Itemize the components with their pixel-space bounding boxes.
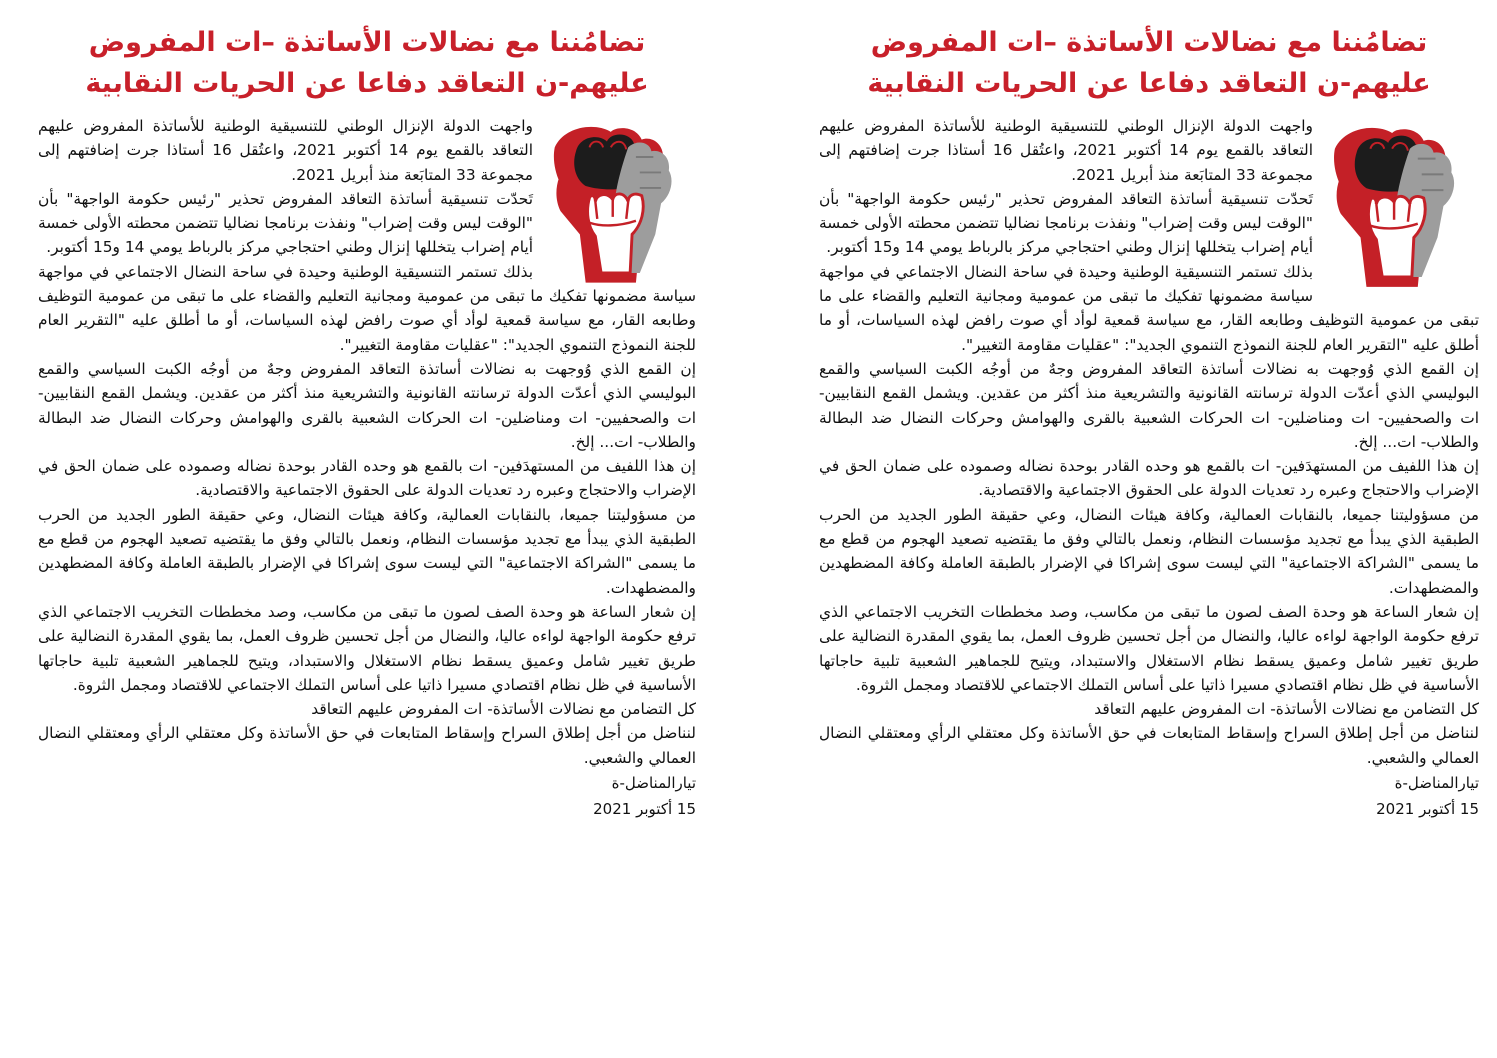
leaflet-title [38,22,696,104]
raised-fists-logo-icon [547,118,692,283]
closing-line-2: لنناضل من أجل إطلاق السراح وإسقاط المتابعات في حق الأساتذة وكل معتقلي الرأي ومعتقلي النضال العمالي والشعبي. [819,724,1479,767]
paragraph-3: بذلك تستمر التنسيقية الوطنية وحيدة في ساحة النضال الاجتماعي في مواجهة سياسة مضمونها تفكيك ما تبقى من عمومية ومجانية التعليم والقضاء على ما تبقى من عمومية التوظيف وطابعه القار، مع سياسة قمعية لوأد أي صوت رافض لهذه السياسات، أو ما أطلق عليه "التقرير العام للجنة النموذج التنموي الجديد": "عقليات مقاومة التغيير". [38,262,696,354]
leaflet [819,22,1479,822]
raised-fists-logo-icon [1327,118,1475,288]
paragraph-3: بذلك تستمر التنسيقية الوطنية وحيدة في ساحة النضال الاجتماعي في مواجهة سياسة مضمونها تفكيك ما تبقى من عمومية ومجانية التعليم والقضاء على ما تبقى من عمومية التوظيف وطابعه القار، مع سياسة قمعية لوأد أي صوت رافض لهذه السياسات، أو ما أطلق عليه "التقرير العام للجنة النموذج التنموي الجديد": "عقليات مقاومة التغيير". [819,262,1479,354]
paragraph-6: من مسؤوليتنا جميعا، بالنقابات العمالية، وكافة هيئات النضال، وعي حقيقة الطور الجديد من الحرب الطبقية الذي يبدأ مع تجديد مؤسسات النظام، ونعمل بالتالي وفق ما يقتضيه تصعيد الهجوم من قطع مع ما يسمى "الشراكة الاجتماعية" التي ليست سوى إشراكا في الإضرار بالطبقة العاملة وكافة المضطهدين والمضطهدات. [38,505,696,597]
signature: تيارالمناضل-ة [611,774,696,793]
signature: تيارالمناضل-ة [1394,774,1479,793]
paragraph-5: إن هذا اللفيف من المستهدَفين- ات بالقمع هو وحده القادر بوحدة نضاله وصموده على ضمان الحق في الإضراب والاحتجاج وعبره رد تعديات الدولة على الحقوق الاجتماعية والاقتصادية. [819,457,1479,500]
title-line-2: عليهم-ن التعاقد دفاعا عن الحريات النقابية [85,68,649,99]
paragraph-1: واجهت الدولة الإنزال الوطني للتنسيقية الوطنية للأساتذة المفروض عليهم التعاقد بالقمع يوم 14 أكتوبر 2021، واعتُقل 16 أستاذا جرت إضافتهم إلى مجموعة 33 المتابَعة منذ أبريل 2021. [819,117,1314,184]
paragraph-1: واجهت الدولة الإنزال الوطني للتنسيقية الوطنية للأساتذة المفروض عليهم التعاقد بالقمع يوم 14 أكتوبر 2021، واعتُقل 16 أستاذا جرت إضافتهم إلى مجموعة 33 المتابَعة منذ أبريل 2021. [38,117,533,184]
paragraph-6: من مسؤوليتنا جميعا، بالنقابات العمالية، وكافة هيئات النضال، وعي حقيقة الطور الجديد من الحرب الطبقية الذي يبدأ مع تجديد مؤسسات النظام، ونعمل بالتالي وفق ما يقتضيه تصعيد الهجوم من قطع مع ما يسمى "الشراكة الاجتماعية" التي ليست سوى إشراكا في الإضرار بالطبقة العاملة وكافة المضطهدين والمضطهدات. [819,505,1479,597]
title-line-1: تضامُننا مع نضالات الأساتذة –ات المفروض [870,27,1428,58]
date: 15 أكتوبر 2021 [1376,800,1479,819]
leaflet-title [819,22,1479,104]
closing-line-2: لنناضل من أجل إطلاق السراح وإسقاط المتابعات في حق الأساتذة وكل معتقلي الرأي ومعتقلي النضال العمالي والشعبي. [38,724,696,767]
leaflet [38,22,696,822]
closing-line-1: كل التضامن مع نضالات الأساتذة- ات المفروض عليهم التعاقد [1094,700,1479,719]
leaflet-copy-left [0,0,748,1058]
paragraph-4: إن القمع الذي وُوجهت به نضالات أساتذة التعاقد المفروض وجهٌ من أوجُه الكبت السياسي والقمع البوليسي الذي أعدّت الدولة ترسانته القانونية والتشريعية منذ أكثر من عقدين. ويشمل القمع النقابيين- ات والصحفيين- ات ومناضلين- ات الحركات الشعبية بالقرى والهوامش وحركات النضال ضد البطالة والطلاب- ات... إلخ. [38,359,696,451]
paragraph-5: إن هذا اللفيف من المستهدَفين- ات بالقمع هو وحده القادر بوحدة نضاله وصموده على ضمان الحق في الإضراب والاحتجاج وعبره رد تعديات الدولة على الحقوق الاجتماعية والاقتصادية. [38,457,696,500]
paragraph-7: إن شعار الساعة هو وحدة الصف لصون ما تبقى من مكاسب، وصد مخططات التخريب الاجتماعي الذي ترفع حكومة الواجهة لواءه عاليا، والنضال من أجل تحسين ظروف العمل، بما يقوي المقدرة النضالية على طريق تغيير شامل وعميق يسقط نظام الاستغلال والاستبداد، ويتيح للجماهير الشعبية تلبية حاجاتها الأساسية في ظل نظام اقتصادي مسيرا ذاتيا على أساس التملك الاجتماعي للاقتصاد ومجمل الثروة. [38,602,696,694]
paragraph-2: تَحدّت تنسيقية أساتذة التعاقد المفروض تحذير "رئيس حكومة الواجهة" بأن "الوقت ليس وقت إضراب" ونفذت برنامجا نضاليا تتضمن محطته الأولى خمسة أيام إضراب يتخللها إنزال وطني احتجاجي مركز بالرباط يومي 14 و15 أكتوبر. [819,189,1313,257]
title-line-2: عليهم-ن التعاقد دفاعا عن الحريات النقابية [867,68,1431,99]
closing-line-1: كل التضامن مع نضالات الأساتذة- ات المفروض عليهم التعاقد [311,700,696,719]
paragraph-7: إن شعار الساعة هو وحدة الصف لصون ما تبقى من مكاسب، وصد مخططات التخريب الاجتماعي الذي ترفع حكومة الواجهة لواءه عاليا، والنضال من أجل تحسين ظروف العمل، بما يقوي المقدرة النضالية على طريق تغيير شامل وعميق يسقط نظام الاستغلال والاستبداد، ويتيح للجماهير الشعبية تلبية حاجاتها الأساسية في ظل نظام اقتصادي مسيرا ذاتيا على أساس التملك الاجتماعي للاقتصاد ومجمل الثروة. [819,602,1479,694]
paragraph-2: تَحدّت تنسيقية أساتذة التعاقد المفروض تحذير "رئيس حكومة الواجهة" بأن "الوقت ليس وقت إضراب" ونفذت برنامجا نضاليا تتضمن محطته الأولى خمسة أيام إضراب يتخللها إنزال وطني احتجاجي مركز بالرباط يومي 14 و15 أكتوبر. [38,189,533,257]
date: 15 أكتوبر 2021 [593,800,696,819]
title-line-1: تضامُننا مع نضالات الأساتذة –ات المفروض [88,27,646,58]
paragraph-4: إن القمع الذي وُوجهت به نضالات أساتذة التعاقد المفروض وجهٌ من أوجُه الكبت السياسي والقمع البوليسي الذي أعدّت الدولة ترسانته القانونية والتشريعية منذ أكثر من عقدين. ويشمل القمع النقابيين- ات والصحفيين- ات ومناضلين- ات الحركات الشعبية بالقرى والهوامش وحركات النضال ضد البطالة والطلاب- ات... إلخ. [819,359,1479,451]
leaflet-copy-right [749,0,1497,1058]
